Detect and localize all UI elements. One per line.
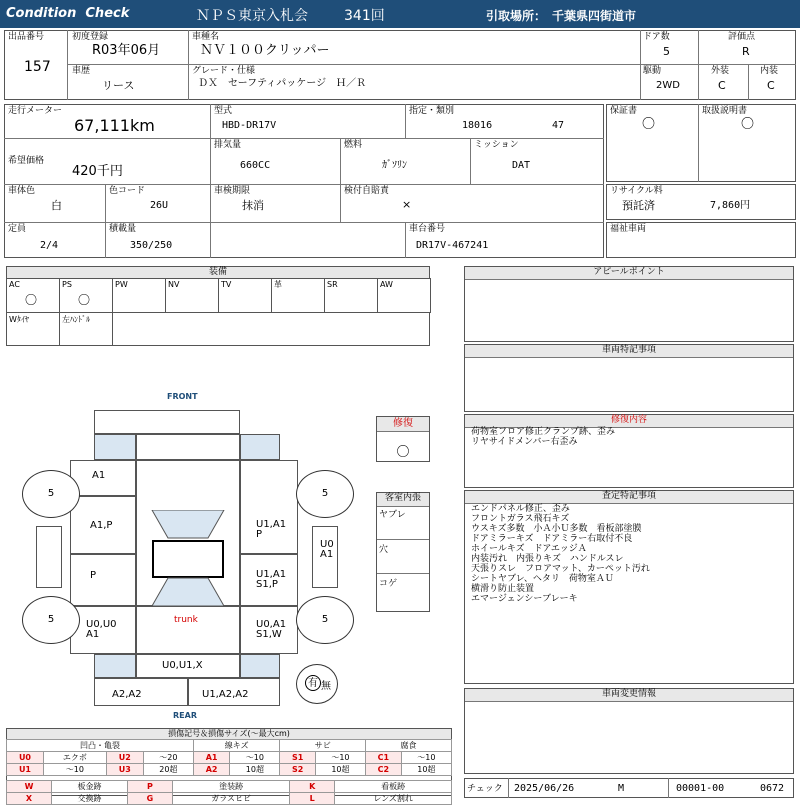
doors-label: ドア数 [643, 32, 670, 42]
first-reg-value: R03年06月 [92, 43, 161, 58]
tire-rear-right: 5 [296, 596, 354, 644]
inspection-label: 車検期限 [214, 186, 251, 196]
equipment-title: 装備 [7, 267, 429, 280]
auction-name: ＮＰＳ東京入札会 [196, 8, 308, 24]
fuel-value: ｶﾞｿﾘﾝ [382, 160, 407, 171]
legend-meaning: 板金跡 [52, 781, 128, 793]
load-label: 積載量 [109, 224, 137, 234]
equipment-label: PW [115, 280, 128, 289]
mark-right-front-door: U1,A1 P [256, 519, 287, 540]
legend-meaning: 交換跡 [52, 793, 128, 805]
mileage-label: 走行メーター [8, 106, 63, 116]
mark-right-rear: U0,A1 S1,W [256, 619, 287, 640]
repair-line: 荷物室フロア修正クランプ跡、歪み [471, 427, 616, 437]
equipment-cell [271, 278, 325, 313]
equipment-cell [6, 278, 60, 313]
check-number: 0672 [760, 783, 785, 794]
drive-label: 駆動 [643, 66, 662, 76]
inspector-line: エマージェンシーブレーキ [471, 594, 578, 604]
equipment-cell [165, 278, 219, 313]
legend-size: 〜10 [230, 752, 280, 764]
mileage-value: 67,111km [74, 116, 155, 135]
legend-meaning: ガラスヒビ [172, 793, 289, 805]
legend-group: 腐食 [366, 740, 452, 752]
option-stamp-mark: 有 [305, 675, 321, 691]
color-value: 白 [51, 199, 62, 212]
mark-right-side: U0 A1 [320, 539, 334, 560]
repair-mark: 〇 [396, 445, 410, 460]
change-panel [464, 688, 794, 774]
inspection-value: 抹消 [242, 199, 264, 212]
legend-table [6, 739, 452, 805]
mission-label: ミッション [474, 140, 519, 150]
displacement-label: 排気量 [214, 140, 242, 150]
warranty-value: 〇 [642, 117, 656, 132]
inspector-line: エンドパネル修正、歪み [471, 504, 570, 514]
fuel-label: 燃料 [344, 140, 363, 150]
first-reg-label: 初度登録 [72, 32, 109, 42]
change-title: 車両変更情報 [465, 689, 793, 702]
mark-rear-gate: U0,U1,X [162, 660, 203, 671]
history-label: 車歴 [72, 66, 91, 76]
legend-code: U1 [7, 764, 44, 776]
car-glass-shapes [136, 510, 240, 606]
mission-value: DAT [512, 160, 531, 171]
pickup-location: 千葉県四街道市 [552, 9, 637, 23]
legend-meaning: 塗装跡 [172, 781, 289, 793]
chassis-value: DR17V-467241 [416, 240, 489, 251]
inspector-line: シートヤブレ、ヘタリ 荷物室ＡＵ [471, 574, 614, 584]
inspector-line: 内装汚れ 内張りキズ ハンドルスレ [471, 554, 624, 564]
car-left-mirror [36, 526, 62, 588]
inspector-line: ドアミラーキズ ドアミラー右取付不良 [471, 534, 633, 544]
header-title: Condition Check [6, 6, 130, 21]
equipment-cell [59, 278, 113, 313]
repair-box-title: 修復 [377, 417, 429, 432]
tire-front-left: 5 [22, 470, 80, 518]
load-value: 350/250 [130, 240, 173, 251]
legend-size: エクボ [43, 752, 106, 764]
liability-label: 検付自賠責 [344, 186, 390, 196]
legend-title: 損傷記号＆損傷サイズ(〜最大cm) [7, 729, 451, 740]
equipment-label: PS [62, 280, 72, 289]
trunk-label: trunk [174, 615, 198, 625]
legend-group: 線キズ [193, 740, 280, 752]
displacement-value: 660CC [240, 160, 271, 171]
legend-size: 〜10 [315, 752, 365, 764]
legend-size: 〜20 [143, 752, 193, 764]
category-value: 47 [552, 120, 565, 131]
legend-symbol: K [290, 781, 335, 793]
cabin-title: 客室内張 [377, 493, 429, 507]
cabin-item: コゲ [379, 579, 398, 589]
legend-size: 〜10 [401, 752, 451, 764]
warranty-label: 保証書 [610, 106, 638, 116]
pickup-label: 引取場所： [486, 9, 547, 23]
option-stamp [296, 664, 338, 704]
legend-group: 凹凸・亀裂 [7, 740, 194, 752]
inspector-line: ホイールキズ ドアエッジＡ [471, 544, 587, 554]
legend-code: S2 [280, 764, 315, 776]
legend-code: A2 [193, 764, 229, 776]
check-date: 2025/06/26 [514, 783, 575, 794]
mark-rear-bumper-right: U1,A2,A2 [202, 689, 249, 700]
check-label: チェック [467, 784, 503, 794]
equipment-label: 革 [274, 280, 282, 289]
equipment-cell [377, 278, 431, 313]
interior-value: C [767, 79, 775, 92]
legend-size: 10超 [401, 764, 451, 776]
car-hood [136, 434, 240, 460]
appeal-title: アピールポイント [465, 267, 793, 280]
manual-label: 取扱説明書 [702, 106, 748, 116]
cabin-item: 穴 [379, 545, 389, 555]
legend-code: U3 [106, 764, 143, 776]
model-label: 型式 [214, 106, 233, 116]
color-code-label: 色コード [109, 186, 146, 196]
legend-code: U0 [7, 752, 44, 764]
interior-label: 内装 [760, 66, 779, 76]
inspector-line: フロントガラス飛石キズ [471, 514, 570, 524]
repair-line: リヤサイドメンバー右歪み [471, 437, 578, 447]
equipment-cell [59, 312, 113, 346]
equipment-label: AC [9, 280, 20, 289]
legend-size: 10超 [230, 764, 280, 776]
legend-symbol: X [7, 793, 52, 805]
inspector-title: 査定特記事項 [465, 491, 793, 504]
car-front-corner-left [94, 434, 136, 460]
recycle-fee: 7,860円 [710, 200, 751, 211]
history-value: リース [102, 79, 135, 92]
inspector-line: 天張りスレ フロアマット、カーペット汚れ [471, 564, 650, 574]
lot-number: 157 [24, 59, 51, 75]
car-front-corner-right [240, 434, 280, 460]
liability-value: × [402, 198, 412, 211]
tire-rear-left: 5 [22, 596, 80, 644]
special-panel [464, 344, 794, 412]
equipment-label: SR [327, 280, 338, 289]
grade-label: グレード・仕様 [192, 66, 256, 76]
exterior-label: 外装 [711, 66, 730, 76]
equipment-cell [112, 278, 166, 313]
car-front-bumper [94, 410, 240, 434]
color-code-value: 26U [150, 200, 169, 211]
designation-label: 指定・類別 [409, 106, 455, 116]
legend-size: 〜10 [43, 764, 106, 776]
special-title: 車両特記事項 [465, 345, 793, 358]
equipment-cell [218, 278, 272, 313]
equipment-mark: 〇 [25, 293, 38, 307]
equipment-label: Wﾀｲﾔ [9, 315, 29, 324]
mark-right-mid: U1,A1 S1,P [256, 569, 287, 590]
legend-size: 20超 [143, 764, 193, 776]
auction-session: 341回 [344, 8, 385, 24]
equipment-label: AW [380, 280, 393, 289]
vehicle-name: ＮＶ１００クリッパー [200, 43, 330, 58]
legend-meaning: レンズ割れ [335, 793, 452, 805]
chassis-label: 車台番号 [409, 224, 446, 234]
cabin-item: ヤブレ [379, 510, 406, 520]
legend-group: サビ [280, 740, 366, 752]
car-rear-corner-left [94, 654, 136, 678]
repair-box [376, 416, 430, 462]
repair-detail-panel [464, 414, 794, 488]
welfare-label: 福祉車両 [610, 224, 647, 234]
legend-code: S1 [280, 752, 315, 764]
car-trunk [136, 606, 240, 654]
recycle-label: リサイクル料 [610, 186, 663, 196]
appeal-panel [464, 266, 794, 342]
drive-value: 2WD [656, 80, 680, 91]
exterior-value: C [718, 79, 726, 92]
car-rear-corner-right [240, 654, 280, 678]
check-inspector: M [618, 783, 625, 794]
mark-front-left: A1 [92, 470, 106, 481]
option-stamp-text: 無 [321, 681, 331, 692]
doors-value: 5 [663, 45, 670, 58]
mark-left-front-door: A1,P [90, 520, 113, 531]
legend-meaning: 看板跡 [335, 781, 452, 793]
capacity-label: 定員 [8, 224, 27, 234]
inspector-line: 横滑り防止装置 [471, 584, 535, 594]
front-label: FRONT [167, 392, 198, 401]
recycle-status: 預託済 [622, 199, 655, 212]
tire-front-right: 5 [296, 470, 354, 518]
equipment-label: NV [168, 280, 180, 289]
capacity-value: 2/4 [40, 240, 59, 251]
legend-symbol: W [7, 781, 52, 793]
rear-label: REAR [173, 711, 197, 720]
designation-value: 18016 [462, 120, 493, 131]
equipment-cell [6, 312, 60, 346]
price-value: 420千円 [72, 164, 123, 179]
legend-code: A1 [193, 752, 229, 764]
inspector-line: ウスキズ多数 小Ａ小Ｕ多数 看板部塗膜 [471, 524, 642, 534]
color-label: 車体色 [8, 186, 36, 196]
name-label: 車種名 [192, 32, 220, 42]
car-left-rear [70, 554, 136, 606]
legend-symbol: G [127, 793, 172, 805]
score-label: 評価点 [728, 32, 756, 42]
cabin-panel [376, 492, 430, 612]
equipment-cell [324, 278, 378, 313]
legend-size: 10超 [315, 764, 365, 776]
legend-code: C2 [366, 764, 402, 776]
mark-left-rear-quarter: U0,U0 A1 [86, 619, 117, 640]
check-code: 00001-00 [676, 783, 725, 794]
equipment-label: 左ﾊﾝﾄﾞﾙ [62, 315, 90, 324]
model-value: HBD-DR17V [222, 120, 277, 131]
lot-label: 出品番号 [8, 32, 45, 42]
inspector-panel [464, 490, 794, 684]
price-label: 希望価格 [8, 156, 45, 166]
legend-symbol: L [290, 793, 335, 805]
mark-rear-bumper-left: A2,A2 [112, 689, 142, 700]
grade-value: ＤＸ セーフティパッケージ Ｈ／Ｒ [198, 78, 367, 89]
mark-left-rear: P [90, 570, 97, 581]
equipment-label: TV [221, 280, 232, 289]
equipment-mark: 〇 [78, 293, 91, 307]
repair-detail-title: 修復内容 [465, 415, 793, 428]
legend-code: U2 [106, 752, 143, 764]
legend-code: C1 [366, 752, 402, 764]
score-value: R [742, 45, 750, 58]
manual-value: 〇 [741, 117, 755, 132]
legend-symbol: P [127, 781, 172, 793]
